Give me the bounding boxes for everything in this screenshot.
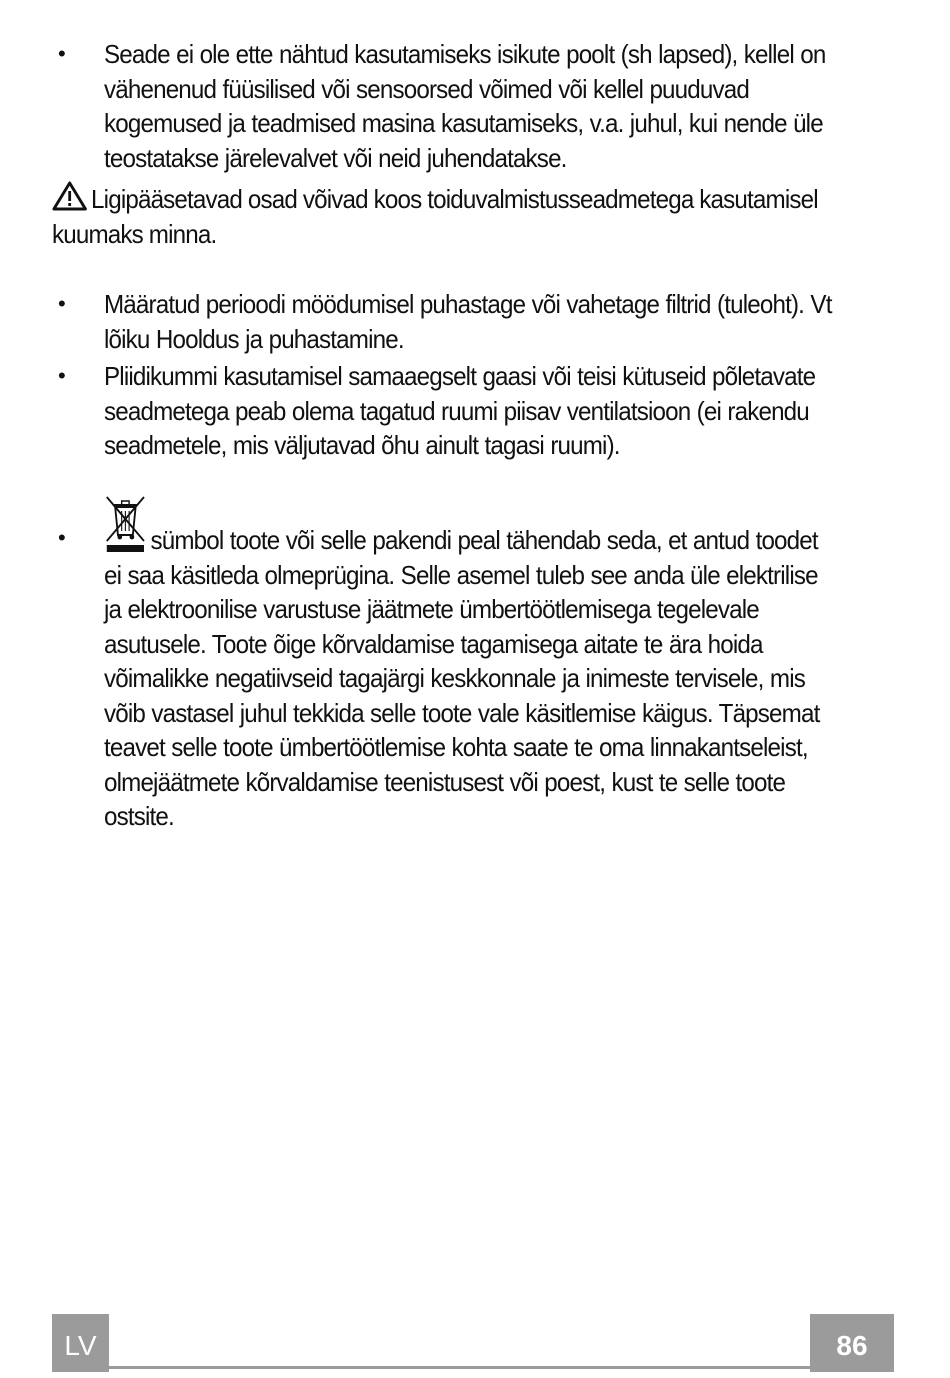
bullet-marker: •: [58, 41, 66, 66]
crossed-out-wheelie-bin-icon: [104, 495, 147, 555]
bullet-text-ventilation: Pliidikummi kasutamisel samaaegselt gaasi või teisi kütuseid põletavate seadmetega peab olema tagatud ruumi piisav ventilatsioon (ei rakendu seadmetele, mis väljutavad õhu ainult tagasi ruumi).: [104, 361, 816, 460]
list-item: [52, 495, 892, 834]
warning-paragraph: [52, 181, 833, 252]
bullet-text-supervision: Seade ei ole ette nähtud kasutamiseks isikute poolt (sh lapsed), kellel on vähenenud füüsilised või sensoorsed võimed või kellel puuduvad kogemused ja teadmised masina kasutamiseks, v.a. juhul, kui nende üle teostatakse järelevalvet või neid juhendatakse.: [104, 39, 826, 173]
footer-divider: [109, 1366, 810, 1369]
list-item: [52, 359, 892, 463]
bullet-marker: •: [58, 291, 66, 316]
weee-text: sümbol toote või selle pakendi peal tähendab seda, et antud toodet ei saa käsitleda olmeprügina. Selle asemel tuleb see anda üle elektrilise ja elektroonilise varustuse jäätmete ümbertöötlemisega tegelevale asutusele. Toote õige kõrvaldamise tagamisega aitate te ära hoida võimalikke negatiivseid tagajärgi keskkonnale ja inimeste tervisele, mis võib vastasel juhul tekkida selle toote vale käsitlemise käigus. Täpsemat teavet selle toote ümbertöötlemise kohta saate te oma linnakantseleist, olmejäätmete kõrvaldamise teenistusest või poest, kust te selle toote ostsite.: [104, 525, 820, 831]
bullet-marker: •: [58, 525, 66, 550]
footer-language-tab: LV: [52, 1314, 109, 1372]
warning-text: Ligipääsetavad osad võivad koos toiduvalmistusseadmetega kasutamisel kuumaks minna.: [52, 184, 818, 249]
bullet-text-filters: Määratud perioodi möödumisel puhastage või vahetage filtrid (tuleoht). Vt lõiku Hooldus ja puhastamine.: [104, 289, 832, 354]
warning-triangle-icon: [52, 181, 87, 211]
list-item: [52, 287, 892, 356]
bullet-text-weee: [104, 495, 837, 834]
list-item: [52, 37, 892, 175]
bullet-marker: •: [58, 363, 66, 388]
page-number: 86: [810, 1314, 894, 1372]
